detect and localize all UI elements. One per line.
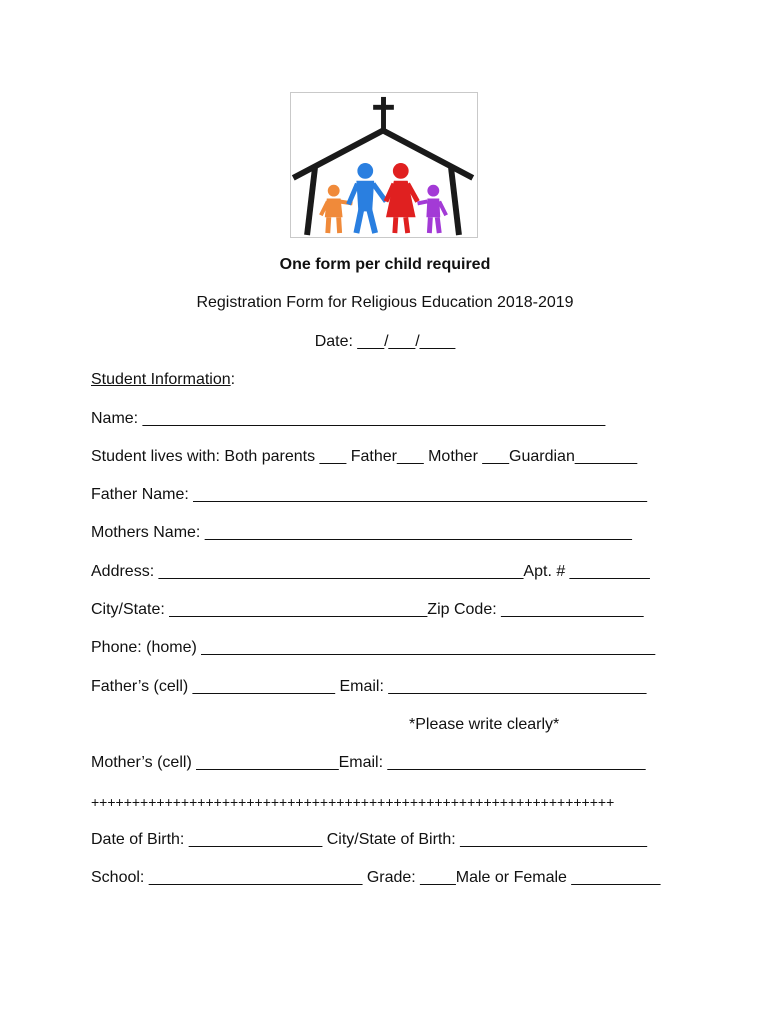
address-field[interactable]: Address: _________________________________________Apt. # _________ xyxy=(91,563,650,580)
divider-plus-line: ++++++++++++++++++++++++++++++++++++++++++++++++++++++++++++++++ xyxy=(91,794,615,810)
father-cell-field[interactable]: Father’s (cell) ________________ Email: _____________________________ xyxy=(91,678,647,695)
date-of-birth-field[interactable]: Date of Birth: _______________ City/State of Birth: _____________________ xyxy=(91,831,647,848)
church-family-icon xyxy=(291,93,477,237)
mother-cell-field[interactable]: Mother’s (cell) ________________Email: _____________________________ xyxy=(91,754,646,771)
date-field[interactable]: Date: ___/___/____ xyxy=(314,333,456,350)
logo xyxy=(290,92,478,238)
lives-with-field[interactable]: Student lives with: Both parents ___ Father___ Mother ___Guardian_______ xyxy=(91,448,638,465)
one-form-notice: One form per child required xyxy=(279,256,491,273)
city-state-field[interactable]: City/State: _____________________________Zip Code: ________________ xyxy=(91,601,644,618)
phone-home-field[interactable]: Phone: (home) ___________________________________________________ xyxy=(91,639,656,656)
name-field[interactable]: Name: ____________________________________________________ xyxy=(91,410,606,427)
section-colon: : xyxy=(230,371,236,388)
mothers-name-field[interactable]: Mothers Name: ________________________________________________ xyxy=(91,524,632,541)
section-heading xyxy=(91,370,235,390)
section-label: Student Information xyxy=(91,371,231,388)
father-name-field[interactable]: Father Name: ___________________________________________________ xyxy=(91,486,648,503)
form-title: Registration Form for Religious Education 2018-2019 xyxy=(196,294,574,311)
write-clearly-note: *Please write clearly* xyxy=(409,716,560,733)
school-field[interactable]: School: ________________________ Grade: ____Male or Female __________ xyxy=(91,869,661,886)
